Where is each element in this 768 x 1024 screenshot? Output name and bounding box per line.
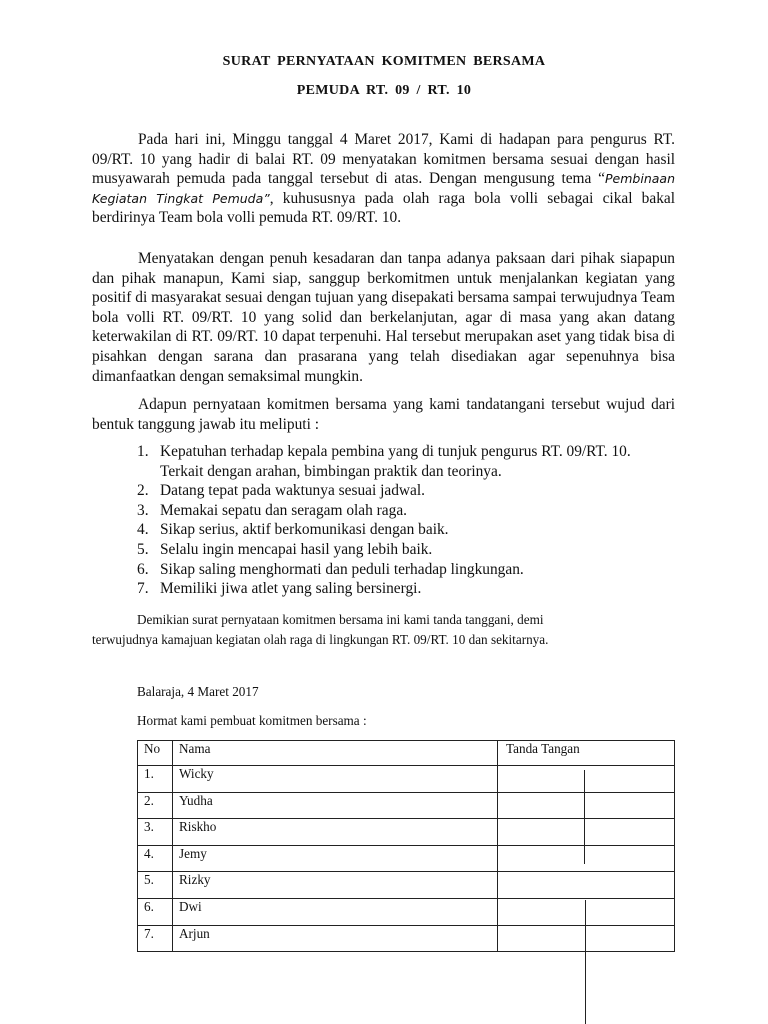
- table-header-row: [138, 741, 675, 766]
- paragraph-opening-theme: Pembinaan Kegiatan Tingkat Pemuda”: [92, 171, 675, 206]
- column-header-nama: Nama: [173, 741, 498, 766]
- list-item: [137, 481, 677, 501]
- place-date: Balaraja, 4 Maret 2017: [137, 684, 259, 699]
- list-item-number: 3.: [137, 501, 149, 519]
- column-header-tanda-tangan: Tanda Tangan: [498, 741, 675, 766]
- document-subtitle: PEMUDA RT. 09 / RT. 10: [296, 83, 472, 98]
- paragraph-statement: [92, 249, 675, 386]
- signature-cell: [498, 766, 675, 793]
- table-row: [138, 925, 675, 952]
- list-item-text: Sikap serius, aktif berkomunikasi dengan baik.: [160, 521, 449, 539]
- signature-intro: Hormat kami pembuat komitmen bersama :: [137, 713, 367, 728]
- list-item: [137, 520, 677, 540]
- document-title: SURAT PERNYATAAN KOMITMEN BERSAMA: [222, 54, 546, 69]
- paragraph-opening-text-a: Pada hari ini, Minggu tanggal 4 Maret 2017, Kami di hadapan para pengurus RT. 09/RT. 10 yang hadir di balai RT. 09 menyatakan komitmen bersama sesuai dengan hasil musyawarah pemuda pada tanggal tersebut di atas. Dengan mengusung tema “: [92, 131, 675, 188]
- column-header-no: No: [138, 741, 173, 766]
- pen-stroke: [584, 770, 585, 864]
- paragraph-intro-list: [92, 395, 675, 434]
- list-item: [137, 501, 677, 521]
- row-number: 5.: [138, 872, 173, 899]
- signature-cell: [498, 872, 675, 899]
- signature-cell: [498, 819, 675, 846]
- list-item-text: Selalu ingin mencapai hasil yang lebih baik.: [160, 540, 433, 558]
- row-name: Jemy: [173, 845, 498, 872]
- row-number: 4.: [138, 845, 173, 872]
- list-item-text: Kepatuhan terhadap kepala pembina yang di tunjuk pengurus RT. 09/RT. 10. Terkait dengan arahan, bimbingan praktik dan teorinya.: [160, 443, 631, 480]
- table-row: [138, 898, 675, 925]
- commitment-list: [137, 442, 677, 599]
- list-item-number: 6.: [137, 560, 149, 578]
- row-name: Dwi: [173, 898, 498, 925]
- row-name: Riskho: [173, 819, 498, 846]
- table-row: [138, 792, 675, 819]
- list-item-number: 5.: [137, 540, 149, 558]
- table-row: [138, 766, 675, 793]
- list-item-number: 4.: [137, 521, 149, 539]
- list-item-number: 2.: [137, 482, 149, 500]
- paragraph-opening: [92, 130, 675, 228]
- pen-stroke: [585, 900, 586, 1024]
- row-name: Wicky: [173, 766, 498, 793]
- list-item-text: Datang tepat pada waktunya sesuai jadwal.: [160, 482, 425, 500]
- list-item-number: 7.: [137, 580, 149, 598]
- paragraph-opening-text-b: , kuhususnya pada olah raga bola volli sebagai cikal bakal berdirinya Team bola volli pemuda RT. 09/RT. 10.: [92, 189, 675, 227]
- row-name: Rizky: [173, 872, 498, 899]
- row-number: 7.: [138, 925, 173, 952]
- paragraph-statement-text: Menyatakan dengan penuh kesadaran dan tanpa adanya paksaan dari pihak siapapun dan pihak manapun, Kami siap, sanggup berkomitmen untuk menjalankan kegiatan yang positif di masyarakat sesuai dengan tujuan yang disepakati bersama sampai terwujudnya Team bola volli RT. 09/RT. 10 yang solid dan berkelanjutan, agar di masa yang akan datang keterwakilan di RT. 09/RT. 10 dapat terpenuhi. Hal tersebut merupakan aset yang tidak bisa di pisahkan dengan sarana dan prasarana yang telah disediakan agar sepenuhnya bisa dimanfaatkan dengan semaksimal mungkin.: [92, 250, 675, 385]
- list-item-number: 1.: [137, 443, 149, 460]
- row-name: Yudha: [173, 792, 498, 819]
- list-item: [137, 442, 677, 481]
- closing-line-1: Demikian surat pernyataan komitmen bersama ini kami tanda tanggani, demi: [137, 612, 544, 627]
- table-row: [138, 819, 675, 846]
- signature-cell: [498, 845, 675, 872]
- list-item-text: Memiliki jiwa atlet yang saling bersinergi.: [160, 580, 422, 598]
- list-item: [137, 540, 677, 560]
- signature-cell: [498, 792, 675, 819]
- row-name: Arjun: [173, 925, 498, 952]
- list-item-text: Sikap saling menghormati dan peduli terhadap lingkungan.: [160, 560, 524, 578]
- signature-table: [137, 740, 675, 952]
- row-number: 3.: [138, 819, 173, 846]
- list-item: [137, 560, 677, 580]
- table-row: [138, 872, 675, 899]
- row-number: 6.: [138, 898, 173, 925]
- table-row: [138, 845, 675, 872]
- row-number: 2.: [138, 792, 173, 819]
- closing-paragraph: [92, 610, 675, 650]
- paragraph-intro-list-text: Adapun pernyataan komitmen bersama yang kami tandatangani tersebut wujud dari bentuk tanggung jawab itu meliputi :: [92, 396, 675, 433]
- list-item: [137, 579, 677, 599]
- list-item-text: Memakai sepatu dan seragam olah raga.: [160, 501, 408, 519]
- row-number: 1.: [138, 766, 173, 793]
- closing-line-2: terwujudnya kamajuan kegiatan olah raga di lingkungan RT. 09/RT. 10 dan sekitarnya.: [92, 632, 549, 647]
